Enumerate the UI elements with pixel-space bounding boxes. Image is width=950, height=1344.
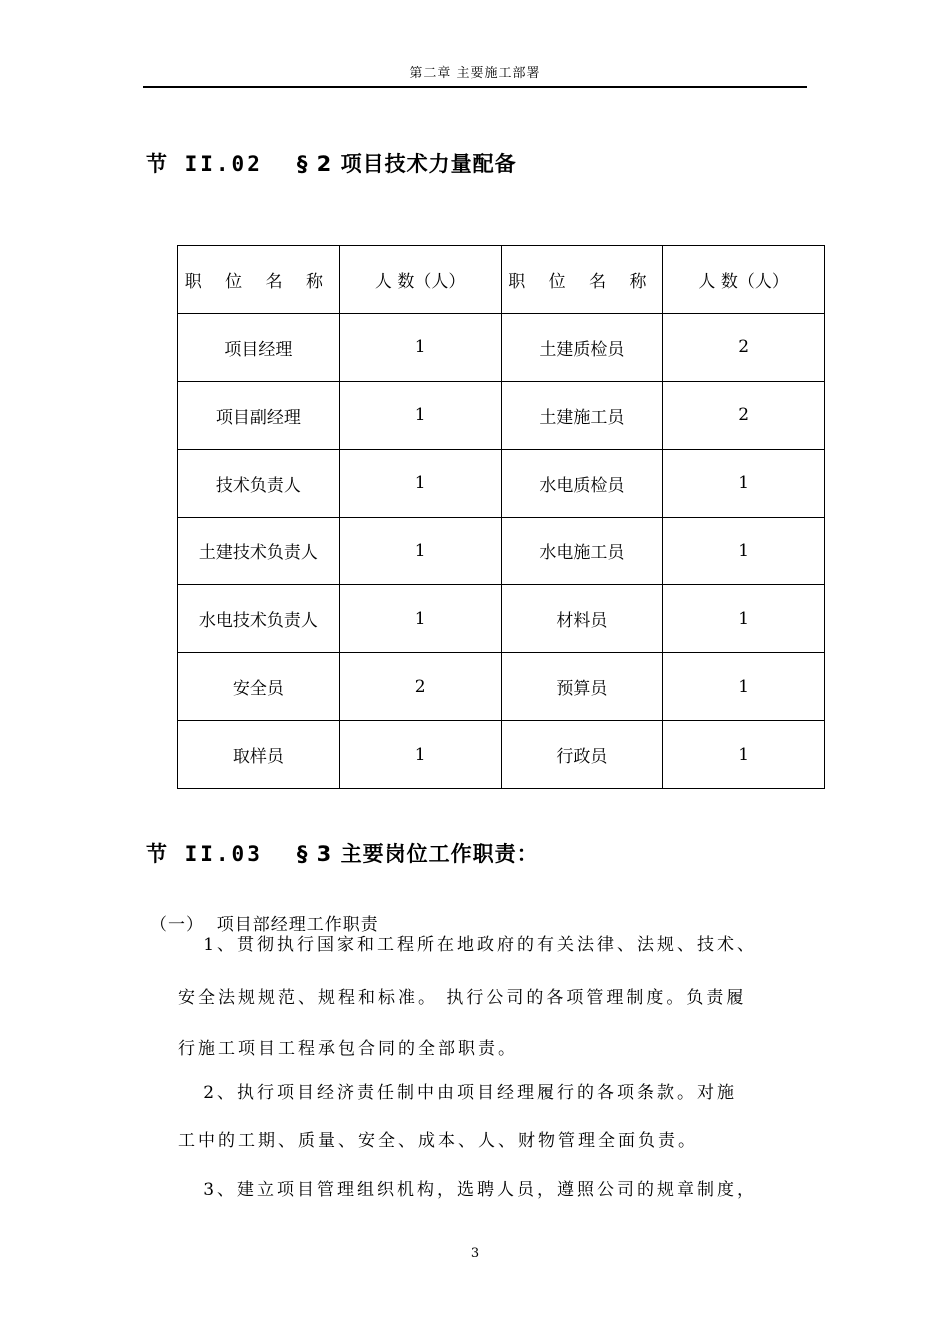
position-cell: 行政员 xyxy=(501,721,663,789)
section-title: 主要岗位工作职责： xyxy=(340,842,539,866)
section-number: II.02 xyxy=(184,152,263,176)
count-cell: 2 xyxy=(663,381,825,449)
count-cell: 1 xyxy=(339,721,501,789)
section-title: 项目技术力量配备 xyxy=(340,152,517,176)
count-cell: 1 xyxy=(339,449,501,517)
count-cell: 1 xyxy=(339,381,501,449)
position-cell: 土建技术负责人 xyxy=(178,517,340,585)
table-row xyxy=(178,313,825,381)
section-prefix: 节 xyxy=(146,842,168,866)
header-cell: 人 数（人） xyxy=(663,246,825,314)
position-cell: 技术负责人 xyxy=(178,449,340,517)
table-row xyxy=(178,517,825,585)
table-row xyxy=(178,585,825,653)
paragraph-line: 1、贯彻执行国家和工程所在地政府的有关法律、法规、技术、 xyxy=(178,935,758,955)
position-cell: 水电施工员 xyxy=(501,517,663,585)
section-number: II.03 xyxy=(184,842,263,866)
count-cell: 2 xyxy=(663,313,825,381)
position-cell: 土建施工员 xyxy=(501,381,663,449)
table-row xyxy=(178,653,825,721)
count-cell: 1 xyxy=(339,517,501,585)
header-cell: 职 位 名 称 xyxy=(501,246,663,314)
paragraph-line: 3、建立项目管理组织机构，选聘人员，遵照公司的规章制度， xyxy=(178,1180,758,1200)
position-cell: 项目副经理 xyxy=(178,381,340,449)
count-cell: 1 xyxy=(663,517,825,585)
paragraph-line: 工中的工期、质量、安全、成本、人、财物管理全面负责。 xyxy=(178,1131,698,1151)
table-row xyxy=(178,721,825,789)
section-prefix: 节 xyxy=(146,152,168,176)
section-symbol: § 2 xyxy=(296,152,333,176)
section-symbol: § 3 xyxy=(296,842,333,866)
position-cell: 水电技术负责人 xyxy=(178,585,340,653)
table-row xyxy=(178,449,825,517)
staffing-table xyxy=(177,245,825,789)
paragraph-line: 2、执行项目经济责任制中由项目经理履行的各项条款。对施 xyxy=(178,1083,738,1103)
count-cell: 1 xyxy=(663,585,825,653)
table-row xyxy=(178,381,825,449)
position-cell: 土建质检员 xyxy=(501,313,663,381)
header-cell: 职 位 名 称 xyxy=(178,246,340,314)
header-cell: 人 数（人） xyxy=(339,246,501,314)
position-cell: 项目经理 xyxy=(178,313,340,381)
section-heading-2 xyxy=(146,148,517,178)
position-cell: 取样员 xyxy=(178,721,340,789)
section-heading-3 xyxy=(146,838,539,868)
position-cell: 预算员 xyxy=(501,653,663,721)
count-cell: 1 xyxy=(663,449,825,517)
subsection-title: （一） 项目部经理工作职责 xyxy=(150,915,379,935)
running-header: 第二章 主要施工部署 xyxy=(143,66,807,88)
page-number: 3 xyxy=(470,1246,480,1261)
position-cell: 材料员 xyxy=(501,585,663,653)
paragraph-line: 安全法规规范、规程和标准。 执行公司的各项管理制度。负责履 xyxy=(178,988,747,1008)
position-cell: 水电质检员 xyxy=(501,449,663,517)
position-cell: 安全员 xyxy=(178,653,340,721)
table-header-row xyxy=(178,246,825,314)
count-cell: 1 xyxy=(339,313,501,381)
count-cell: 1 xyxy=(339,585,501,653)
count-cell: 2 xyxy=(339,653,501,721)
count-cell: 1 xyxy=(663,653,825,721)
count-cell: 1 xyxy=(663,721,825,789)
paragraph-line: 行施工项目工程承包合同的全部职责。 xyxy=(178,1039,518,1059)
